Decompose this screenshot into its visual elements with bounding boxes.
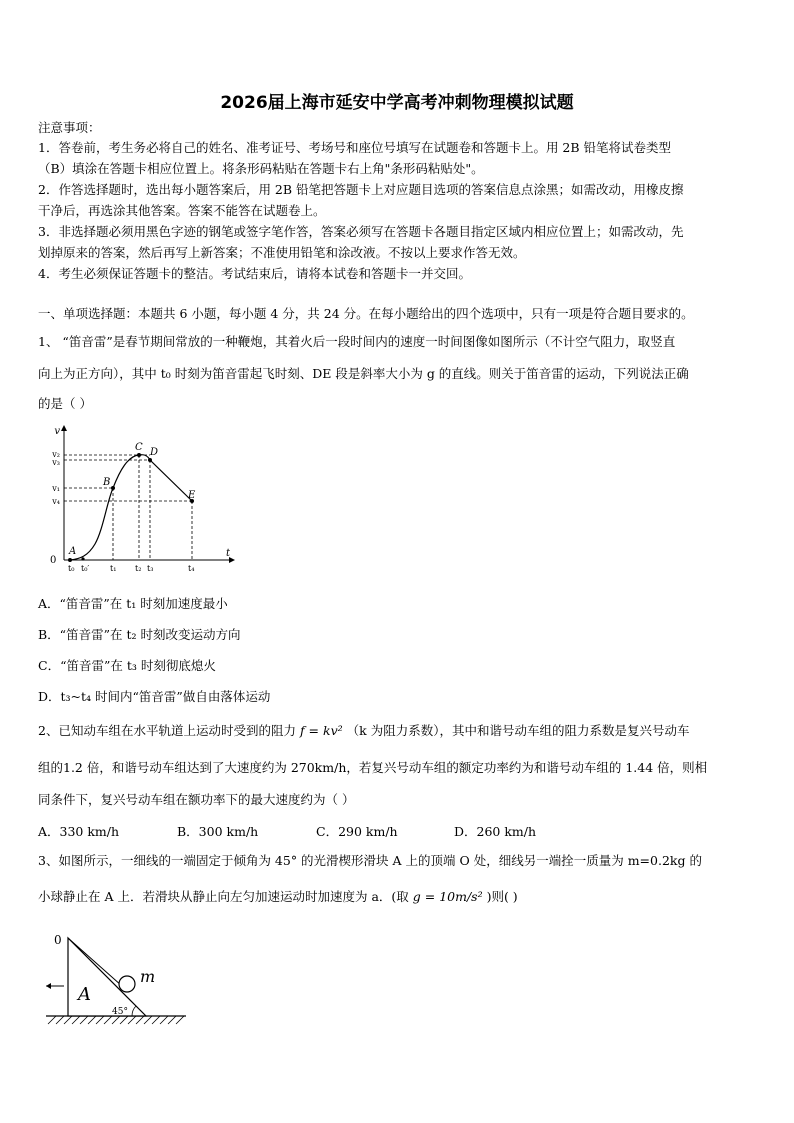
q2-text: 同条件下，复兴号动车组在额功率下的最大速度约为（ ）	[38, 792, 355, 807]
q1-text: 向上为正方向），其中 t₀ 时刻为笛音雷起飞时刻、DE 段是斜率大小为 g 的直线。则关于笛音雷的运动，下列说法正确	[38, 366, 689, 381]
notice-heading: 注意事项：	[38, 120, 101, 135]
q1-text: 1、 “笛音雷”是春节期间常放的一种鞭炮，其着火后一段时间内的速度一时间图像如图所示（不计空气阻力，取竖直	[38, 334, 676, 349]
q2-text	[38, 723, 760, 739]
velocity-curve	[70, 455, 192, 560]
notice-line: 划掉原来的答案，然后再写上新答案；不准使用铅笔和涂改液。不按以上要求作答无效。	[38, 245, 526, 260]
point-label: D	[150, 447, 159, 458]
q2-text: 组的1.2 倍，和谐号动车组达到了大速度约为 270km/h，若复兴号动车组的额定功率约为和谐号动车组的 1.44 倍，则相	[38, 760, 708, 775]
y-tick-label: v₂	[52, 450, 60, 459]
origin-label: 0	[50, 555, 57, 566]
angle-label: 45°	[112, 1007, 128, 1017]
point-label: E	[188, 490, 196, 501]
q3-formula: g = 10m/s²	[412, 889, 483, 904]
notice-line: 干净后，再选涂其他答案。答案不能答在试题卷上。	[38, 203, 326, 218]
y-tick-label: v₃	[52, 458, 60, 467]
y-tick-label: v₁	[52, 484, 60, 493]
notice-line: （B）填涂在答题卡相应位置上。将条形码粘贴在答题卡右上角"条形码粘贴处"。	[38, 161, 484, 176]
x-tick-label: t₄	[188, 564, 195, 573]
mass-label: m	[140, 967, 156, 986]
q1-option-c[interactable]: C．“笛音雷”在 t₃ 时刻彻底熄火	[38, 658, 216, 673]
page-title: 2026届上海市延安中学高考冲刺物理模拟试题	[220, 93, 574, 113]
x-tick-label: t₂	[135, 564, 142, 573]
notice-line: 2．作答选择题时，选出每小题答案后，用 2B 铅笔把答题卡上对应题目选项的答案信息点涂黑；如需改动，用橡皮擦	[38, 182, 684, 197]
notice-line: 1．答卷前，考生务必将自己的姓名、准考证号、考场号和座位号填写在试题卷和答题卡上。用 2B 铅笔将试卷类型	[38, 140, 672, 155]
q3-text	[38, 889, 760, 905]
q1-option-b[interactable]: B．“笛音雷”在 t₂ 时刻改变运动方向	[38, 627, 241, 642]
q3-text: 3、如图所示，一细线的一端固定于倾角为 45° 的光滑楔形滑块 A 上的顶端 O 处，细线另一端拴一质量为 m=0.2kg 的	[38, 853, 702, 868]
q1-option-a[interactable]: A．“笛音雷”在 t₁ 时刻加速度最小	[38, 596, 228, 611]
ball	[119, 976, 135, 992]
q2-option-d[interactable]: D．260 km/h	[454, 824, 537, 839]
q3-text-a: 小球静止在 A 上．若滑块从静止向左匀加速运动时加速度为 a．(取	[38, 889, 409, 904]
point-label: B	[103, 477, 111, 488]
q1-option-d[interactable]: D．t₃~t₄ 时间内“笛音雷”做自由落体运动	[38, 689, 271, 704]
notice-line: 4．考生必须保证答题卡的整洁。考试结束后，请将本试卷和答题卡一并交回。	[38, 266, 471, 281]
point-label: A	[69, 546, 77, 557]
y-tick-label: v₄	[52, 497, 60, 506]
x-tick-label: t₃	[147, 564, 154, 573]
q1-vt-graph	[40, 422, 240, 574]
q2-option-c[interactable]: C．290 km/h	[316, 824, 398, 839]
q2-text-a: 2、已知动车组在水平轨道上运动时受到的阻力	[38, 723, 296, 738]
wedge-label: A	[78, 984, 91, 1005]
q1-text: 的是（ ）	[38, 396, 92, 411]
section-heading: 一、单项选择题：本题共 6 小题，每小题 4 分，共 24 分。在每小题给出的四个选项中，只有一项是符合题目要求的。	[38, 306, 694, 321]
q2-option-a[interactable]: A．330 km/h	[38, 824, 120, 839]
x-tick-label: t₀	[68, 564, 75, 573]
point-o-label: 0	[54, 933, 62, 947]
x-tick-label: t₁	[110, 564, 117, 573]
t-axis-label: t	[226, 548, 231, 559]
q3-text-b: )则( )	[486, 889, 518, 904]
q3-wedge-figure	[40, 928, 190, 1032]
v-axis-label: v	[54, 426, 60, 437]
q2-option-b[interactable]: B．300 km/h	[177, 824, 259, 839]
x-tick-label: t₀′	[81, 564, 90, 573]
notice-line: 3．非选择题必须用黑色字迹的钢笔或签字笔作答，答案必须写在答题卡各题目指定区域内相应位置上；如需改动，先	[38, 224, 684, 239]
point-label: C	[135, 442, 143, 453]
q2-text-b: （k 为阻力系数），其中和谐号动车组的阻力系数是复兴号动车	[346, 723, 690, 738]
q2-formula: f = kv²	[299, 723, 343, 738]
